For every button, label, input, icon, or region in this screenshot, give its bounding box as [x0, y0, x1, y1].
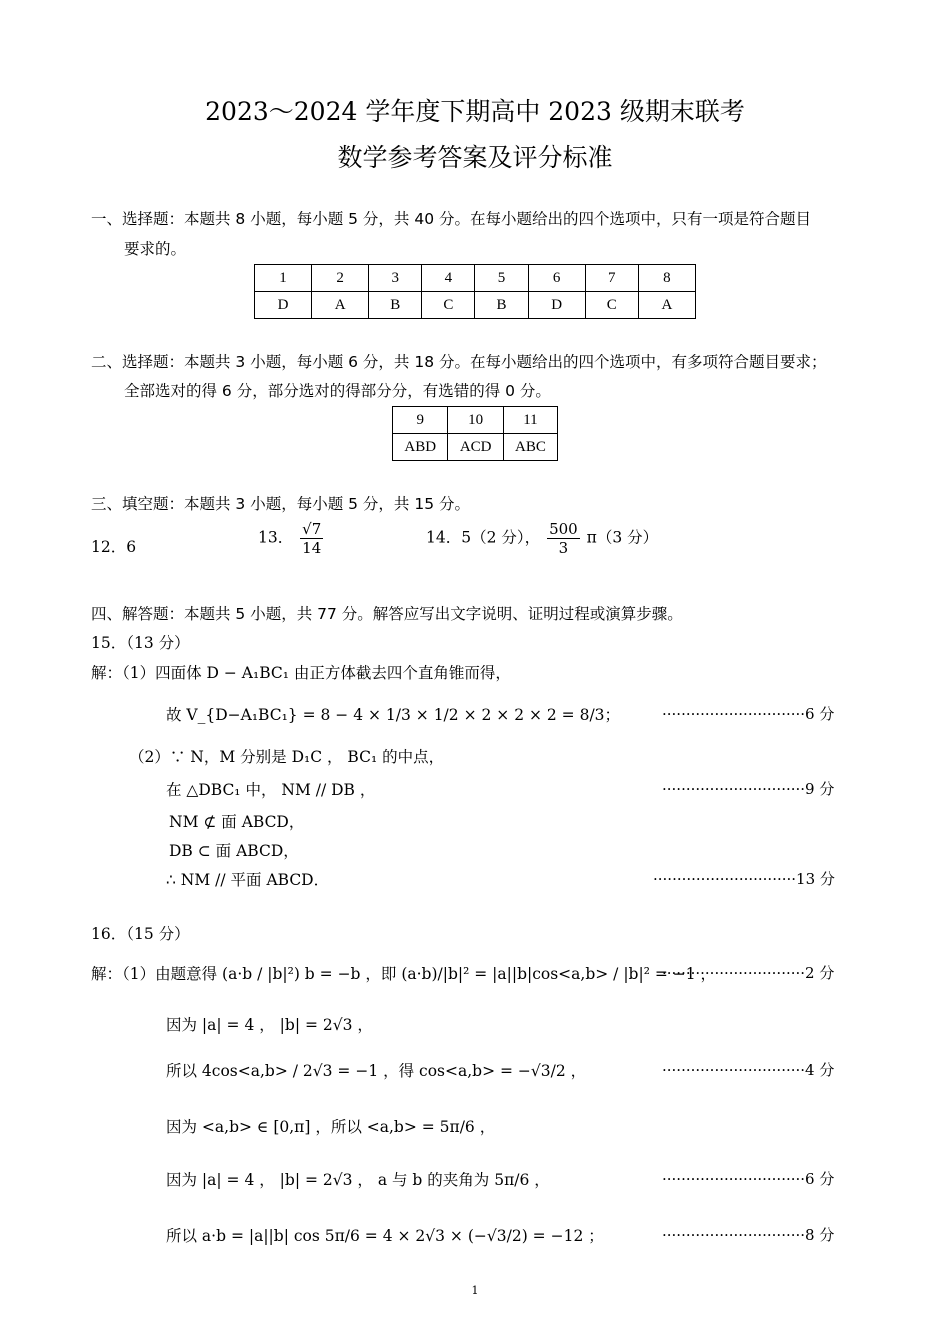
q15-line-6: DB ⊂ 面 ABCD， — [169, 842, 299, 860]
q16-score-1: ······························2 分 — [662, 964, 835, 982]
table-cell: 9 — [393, 407, 448, 434]
q15-line-1: 解：（1）四面体 D − A₁BC₁ 由正方体截去四个直角锥而得， — [91, 664, 511, 682]
section2-heading-cont: 全部选对的得 6 分，部分选对的得部分分，有选错的得 0 分。 — [124, 382, 551, 400]
q16-line-4: 因为 <a,b> ∈ [0,π] ，所以 <a,b> = 5π/6 ， — [166, 1118, 496, 1136]
section2-answer-table — [392, 406, 558, 461]
q16-line-2: 因为 |a| = 4 ， |b| = 2√3 ， — [166, 1016, 373, 1034]
table-cell: 10 — [448, 407, 503, 434]
q15-line-4: 在 △DBC₁ 中， NM // DB ， — [166, 781, 376, 799]
table-cell: C — [422, 292, 475, 319]
answer-14-fraction: $\frac{500}{3}$ — [549, 520, 578, 557]
q16-score-4: ······························8 分 — [662, 1226, 835, 1244]
answer-14 — [426, 520, 658, 557]
section1-heading-cont: 要求的。 — [124, 240, 187, 258]
page-subtitle: 数学参考答案及评分标准 — [337, 143, 613, 172]
q16-line-3: 所以 4cos<a,b> / 2√3 = −1 ，得 cos<a,b> = −√3/2 ， — [166, 1062, 587, 1080]
q16-score-2: ······························4 分 — [662, 1061, 835, 1079]
table-row — [393, 407, 558, 434]
answer-14-second: π（3 分） — [586, 528, 659, 547]
table-cell: C — [585, 292, 638, 319]
q15-score-3: ······························13 分 — [653, 870, 835, 888]
answer-13 — [258, 520, 325, 557]
table-cell: 4 — [422, 265, 475, 292]
table-cell: 6 — [528, 265, 585, 292]
q16-line-1: 解：（1）由题意得 (a·b / |b|²) b = −b ，即 (a·b)/|b|² = |a||b|cos<a,b> / |b|² = −1 ， — [91, 965, 717, 983]
table-cell: A — [312, 292, 369, 319]
table-cell: 7 — [585, 265, 638, 292]
q15-header: 15．（13 分） — [91, 634, 190, 652]
table-cell: ABD — [393, 434, 448, 461]
page-title: 2023～2024 学年度下期高中 2023 级期末联考 — [205, 97, 745, 126]
section1-heading: 一、选择题：本题共 8 小题，每小题 5 分，共 40 分。在每小题给出的四个选项中，只有一项是符合题目 — [91, 210, 812, 228]
table-cell: D — [528, 292, 585, 319]
section2-heading: 二、选择题：本题共 3 小题，每小题 6 分，共 18 分。在每小题给出的四个选项中，有多项符合题目要求； — [91, 353, 827, 371]
table-cell: ABC — [503, 434, 557, 461]
answer-13-fraction: $\frac{√7}{14}$ — [302, 520, 322, 557]
answer-14-first: 14．5（2 分）， — [426, 528, 541, 547]
section4-heading: 四、解答题：本题共 5 小题，共 77 分。解答应写出文字说明、证明过程或演算步骤。 — [91, 605, 683, 623]
table-cell: 11 — [503, 407, 557, 434]
table-cell: 1 — [255, 265, 312, 292]
q16-header: 16．（15 分） — [91, 925, 190, 943]
q15-line-3: （2）∵ N，M 分别是 D₁C ， BC₁ 的中点， — [129, 748, 445, 766]
section3-heading: 三、填空题：本题共 3 小题，每小题 5 分，共 15 分。 — [91, 495, 471, 513]
table-cell: 8 — [638, 265, 695, 292]
table-row — [255, 292, 696, 319]
q15-score-2: ······························9 分 — [662, 780, 835, 798]
q15-line-2: 故 V_{D−A₁BC₁} = 8 − 4 × 1/3 × 1/2 × 2 × 2 × 2 = 8/3； — [166, 706, 621, 724]
table-cell: 3 — [369, 265, 422, 292]
answer-12: 12．6 — [91, 538, 137, 556]
q16-score-3: ······························6 分 — [662, 1170, 835, 1188]
table-row — [255, 265, 696, 292]
q15-score-1: ······························6 分 — [662, 705, 835, 723]
table-cell: ACD — [448, 434, 503, 461]
page-number: 1 — [471, 1284, 479, 1297]
section1-answer-table — [254, 264, 696, 319]
q15-line-7: ∴ NM // 平面 ABCD． — [166, 871, 330, 889]
table-row — [393, 434, 558, 461]
table-cell: 2 — [312, 265, 369, 292]
table-cell: D — [255, 292, 312, 319]
table-cell: B — [369, 292, 422, 319]
q16-line-5: 因为 |a| = 4 ， |b| = 2√3 ， a 与 b 的夹角为 5π/6 ， — [166, 1171, 550, 1189]
table-cell: A — [638, 292, 695, 319]
answer-13-label: 13． — [258, 528, 294, 547]
q16-line-6: 所以 a·b = |a||b| cos 5π/6 = 4 × 2√3 × (−√3/2) = −12 ； — [166, 1227, 604, 1245]
table-cell: 5 — [475, 265, 528, 292]
q15-line-5: NM ⊄ 面 ABCD， — [169, 813, 305, 831]
table-cell: B — [475, 292, 528, 319]
